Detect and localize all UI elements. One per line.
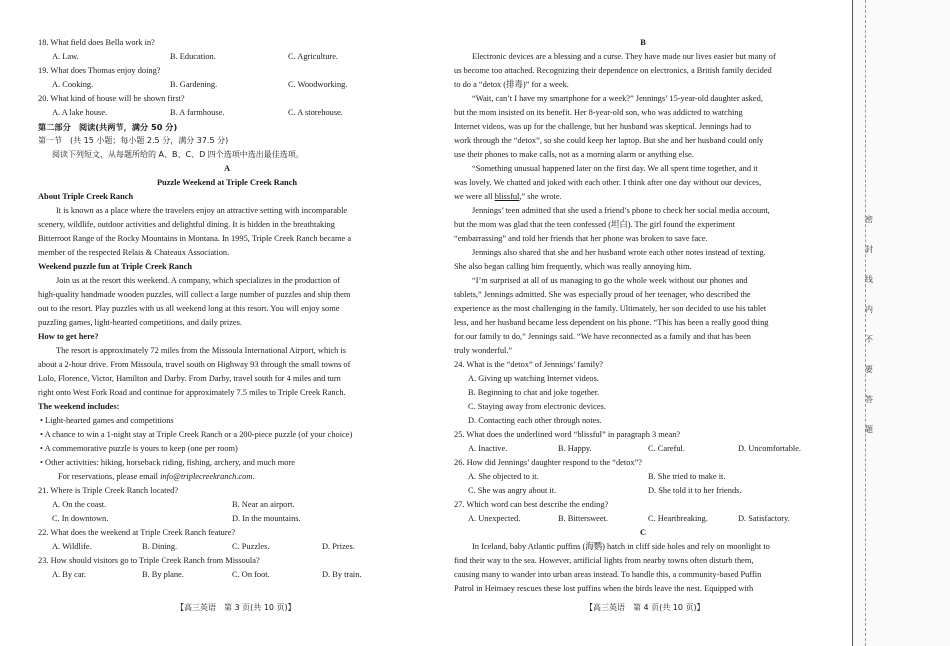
- q25-stem: 25. What does the underlined word “blissful” in paragraph 3 mean?: [454, 430, 681, 439]
- reservation-prefix: For reservations, please email: [58, 472, 161, 481]
- b-para3-post: ,” she wrote.: [519, 192, 562, 201]
- how-heading: How to get here?: [38, 332, 99, 341]
- binding-char: 密: [865, 215, 873, 224]
- b-para2-line: work through the “detox”, so she could keep her laptop. But she and her husband could only: [454, 136, 764, 145]
- passage-b-label: B: [640, 38, 646, 47]
- q26-options-row2: [454, 484, 832, 498]
- b-para6-line: experience as the most challenging in the family. Ultimately, her son decided to use his tablet: [454, 304, 767, 313]
- q23-stem: 23. How should visitors go to Triple Creek Ranch from Missoula?: [38, 556, 260, 565]
- q27-option-c: C. Heartbreaking.: [648, 514, 708, 523]
- passage-a-title: Puzzle Weekend at Triple Creek Ranch: [156, 178, 298, 187]
- how-line: The resort is approximately 72 miles from the Missoula International Airport, which is: [56, 346, 347, 355]
- about-heading: About Triple Creek Ranch: [38, 192, 134, 201]
- q24-option-b: B. Beginning to chat and joke together.: [468, 388, 600, 397]
- page-footer-right: 【高三英语 第 4 页(共 10 页)】: [585, 603, 705, 612]
- b-para3-last-line: [454, 190, 832, 204]
- reservation-email: info@triplecreekranch.com: [160, 472, 253, 481]
- b-para1-line: Electronic devices are a blessing and a curse. They have made our lives easier but many of: [472, 52, 776, 61]
- b-para3-pre: we were all: [454, 192, 495, 201]
- q21-options-row1: [38, 498, 416, 512]
- q18-option-b: B. Education.: [170, 52, 216, 61]
- weekend-heading: Weekend puzzle fun at Triple Creek Ranch: [38, 262, 193, 271]
- c-para1-line: causing many to wander into urban areas instead. To handle this, a community-based Puffin: [454, 570, 762, 579]
- q27-option-a: A. Unexpected.: [468, 514, 521, 523]
- underlined-word-blissful: blissful: [494, 192, 520, 201]
- q22-options: [38, 540, 416, 554]
- q22-stem: 22. What does the weekend at Triple Creek Ranch feature?: [38, 528, 236, 537]
- q22-option-a: A. Wildlife.: [52, 542, 92, 551]
- q22-option-d: D. Prizes.: [322, 542, 355, 551]
- how-line: right onto West Fork Road and continue for approximately 7.5 miles to Triple Creek Ranch.: [38, 388, 346, 397]
- about-line: member of the respected Relais & Chateaux Association.: [38, 248, 230, 257]
- q24-stem: 24. What is the “detox” of Jennings’ family?: [454, 360, 604, 369]
- q25-option-a: A. Inactive.: [468, 444, 508, 453]
- q19-options: [38, 78, 416, 92]
- section-one-heading: 第一节 (共 15 小题；每小题 2.5 分，满分 37.5 分): [38, 136, 229, 145]
- b-para5-line: She also began calling him frequently, which was really annoying him.: [454, 262, 692, 271]
- b-para6-line: for our family to do,” Jennings said. “We have reconnected as a family and that has been: [454, 332, 751, 341]
- q25-option-b: B. Happy.: [558, 444, 592, 453]
- q21-stem: 21. Where is Triple Creek Ranch located?: [38, 486, 179, 495]
- b-para1-line: to do a “detox (排毒)” for a week.: [454, 80, 569, 89]
- q26-stem: 26. How did Jennings’ daughter respond to the “detox”?: [454, 458, 643, 467]
- b-para3-line: “Something unusual happened later on the first day. We all spent time together, and it: [472, 164, 758, 173]
- how-line: Lolo, Florence, Victor, Hamilton and Darby. From Darby, travel south for 4 miles and turn: [38, 374, 341, 383]
- q24-option-a: A. Giving up watching Internet videos.: [468, 374, 599, 383]
- q18-option-a: A. Law.: [52, 52, 79, 61]
- q18-options: [38, 50, 416, 64]
- binding-dashed-line: [865, 0, 867, 646]
- c-para1-line: find their way to the sea. However, artificial lights from nearby towns often disturb them,: [454, 556, 754, 565]
- includes-item: • Other activities: hiking, horseback riding, fishing, archery, and much more: [40, 458, 295, 467]
- q20-option-a: A. A lake house.: [52, 108, 108, 117]
- q23-option-a: A. By car.: [52, 570, 86, 579]
- q26-option-c: C. She was angry about it.: [468, 486, 557, 495]
- b-para2-line: use their phones to make calls, not as a morning alarm or anything else.: [454, 150, 694, 159]
- q27-options: [454, 512, 832, 526]
- q23-options: [38, 568, 416, 582]
- part-two-heading: 第二部分 阅读(共两节，满分 50 分): [38, 122, 178, 132]
- q25-option-c: C. Careful.: [648, 444, 685, 453]
- binding-char: 要: [865, 365, 873, 374]
- weekend-line: high-quality handmade wooden puzzles, will collect a large number of puzzles and ship them: [38, 290, 351, 299]
- c-para1-line: In Iceland, baby Atlantic puffins (海鹦) hatch in cliff side holes and rely on moonlight to: [472, 542, 770, 551]
- about-line: scenery, wildlife, outdoor activities and delightful dining. It is hidden in the breathtaking: [38, 220, 335, 229]
- includes-heading: The weekend includes:: [38, 402, 120, 411]
- q19-option-a: A. Cooking.: [52, 80, 94, 89]
- q20-options: [38, 106, 416, 120]
- how-line: about a 2-hour drive. From Missoula, travel south on Highway 93 through the small towns of: [38, 360, 351, 369]
- b-para2-line: but the mom insisted on its benefit. Her 8-year-old son, who was addicted to watching: [454, 108, 743, 117]
- includes-item: • A commemorative puzzle is yours to keep (one per room): [40, 444, 238, 453]
- q26-option-d: D. She told it to her friends.: [648, 486, 742, 495]
- q24-option-c: C. Staying away from electronic devices.: [468, 402, 606, 411]
- q18-option-c: C. Agriculture.: [288, 52, 339, 61]
- passage-a-label: A: [223, 164, 231, 173]
- reservation-suffix: .: [252, 472, 255, 481]
- b-para1-line: us become too attached. Recognizing their dependence on electronics, a British family decided: [454, 66, 772, 75]
- b-para6-line: tablets,” Jennings admitted. She was especially proud of her teenager, who described the: [454, 290, 751, 299]
- binding-char: 不: [865, 335, 873, 344]
- weekend-line: out to the resort. Play puzzles with us all weekend long at this resort. You will enjoy some: [38, 304, 340, 313]
- q23-option-c: C. On foot.: [232, 570, 270, 579]
- page-footer-left: 【高三英语 第 3 页(共 10 页)】: [176, 603, 296, 612]
- q23-option-d: D. By train.: [322, 570, 362, 579]
- includes-item: • A chance to win a 1-night stay at Triple Creek Ranch or a 200-piece puzzle (of your choice): [40, 430, 353, 439]
- b-para6-line: truly wonderful.”: [454, 346, 513, 355]
- q27-option-b: B. Bittersweet.: [558, 514, 609, 523]
- q27-option-d: D. Satisfactory.: [738, 514, 790, 523]
- weekend-line: Join us at the resort this weekend. A company, which specializes in the production of: [56, 276, 341, 285]
- q21-option-d: D. In the mountains.: [232, 514, 301, 523]
- q26-options-row1: [454, 470, 832, 484]
- q25-options: [454, 442, 832, 456]
- b-para6-line: “I’m surprised at all of us managing to go the whole week without our phones and: [472, 276, 748, 285]
- q27-stem: 27. Which word can best describe the ending?: [454, 500, 609, 509]
- b-para4-line: Jennings’ teen admitted that she used a friend’s phone to check her social media account,: [472, 206, 770, 215]
- binding-char: 题: [865, 425, 873, 434]
- q18-stem: 18. What field does Bella work in?: [38, 38, 155, 47]
- b-para3-line: was lovely. We chatted and joked with each other. I think after one day without our devices,: [454, 178, 762, 187]
- about-line: Bitterroot Range of the Rocky Mountains in Montana. In 1995, Triple Creek Ranch became a: [38, 234, 352, 243]
- c-para1-line: Patrol in Heimaey rescues these lost puffins when the birds leave the nest. Equipped with: [454, 584, 754, 593]
- q19-option-c: C. Woodworking.: [288, 80, 348, 89]
- q22-option-c: C. Puzzles.: [232, 542, 270, 551]
- reading-instruction: 阅读下列短文，从每题所给的 A、B、C、D 四个选项中选出最佳选项。: [52, 150, 304, 159]
- q21-option-a: A. On the coast.: [52, 500, 107, 509]
- weekend-line: puzzling games, light-hearted competitions, and daily prizes.: [38, 318, 242, 327]
- q26-option-b: B. She tried to make it.: [648, 472, 726, 481]
- q26-option-a: A. She objected to it.: [468, 472, 539, 481]
- binding-char: 内: [865, 305, 873, 314]
- q19-stem: 19. What does Thomas enjoy doing?: [38, 66, 161, 75]
- q19-option-b: B. Gardening.: [170, 80, 218, 89]
- q21-option-c: C. In downtown.: [52, 514, 109, 523]
- binding-margin: [852, 0, 950, 646]
- includes-item: • Light-hearted games and competitions: [40, 416, 174, 425]
- q22-option-b: B. Dining.: [142, 542, 178, 551]
- binding-char: 线: [865, 275, 873, 284]
- q24-option-d: D. Contacting each other through notes.: [468, 416, 602, 425]
- passage-c-label: C: [639, 528, 647, 537]
- b-para4-line: “embarrassing” and told her friends that her phone was broken to save face.: [454, 234, 708, 243]
- q25-option-d: D. Uncomfortable.: [738, 444, 802, 453]
- q20-option-c: C. A storehouse.: [288, 108, 343, 117]
- q21-options-row2: [38, 512, 416, 526]
- b-para2-line: Internet videos, was up for the challenge, but her husband was skeptical. Jennings had to: [454, 122, 752, 131]
- right-column: [454, 36, 832, 596]
- about-line: It is known as a place where the travelers enjoy an attractive setting with incomparable: [56, 206, 348, 215]
- b-para2-line: “Wait, can’t I have my smartphone for a week?” Jennings’ 15-year-old daughter asked,: [472, 94, 763, 103]
- q21-option-b: B. Near an airport.: [232, 500, 295, 509]
- q23-option-b: B. By plane.: [142, 570, 184, 579]
- b-para5-line: Jennings also shared that she and her husband wrote each other notes instead of texting.: [472, 248, 766, 257]
- binding-char: 封: [865, 245, 873, 254]
- b-para4-line: but the mom was glad that the teen confessed (坦白). The girl found the experiment: [454, 220, 736, 229]
- q20-stem: 20. What kind of house will be shown first?: [38, 94, 185, 103]
- left-column: [38, 36, 416, 582]
- binding-char: 答: [865, 395, 873, 404]
- q20-option-b: B. A farmhouse.: [170, 108, 225, 117]
- b-para6-line: less, and her husband became less dependent on his phone. “This has been a really good thing: [454, 318, 769, 327]
- reservation-line: [38, 470, 416, 484]
